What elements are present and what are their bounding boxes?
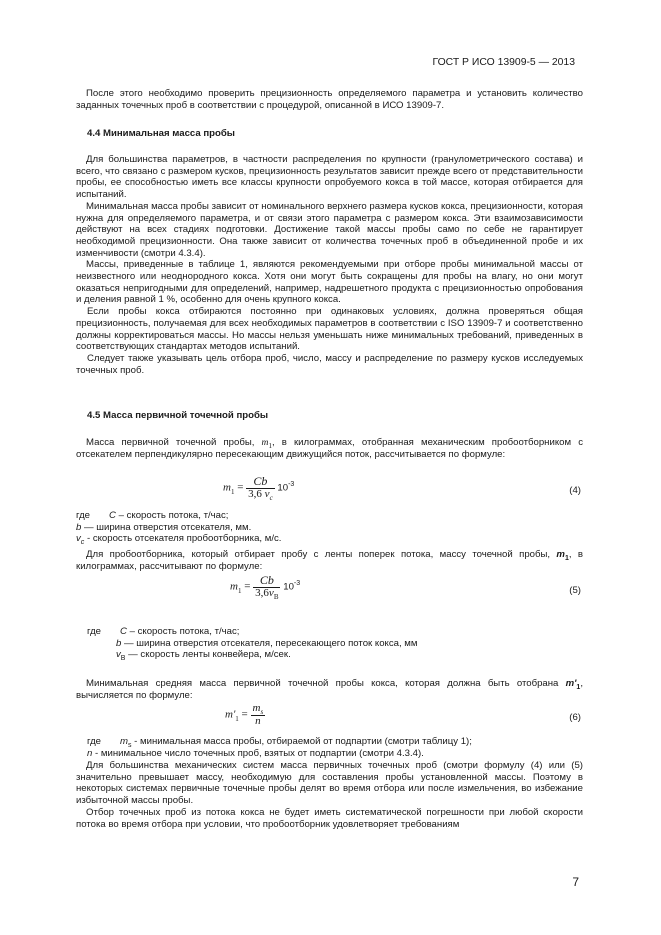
equation-5: $m_1$ = $\frac{Cb}{3,6v_B}$ $10^{-3}$ bbox=[230, 573, 301, 601]
where-item: b — ширина отверстия отсекателя, мм. bbox=[76, 521, 252, 533]
where-item: $v_B$ — скорость ленты конвейера, м/сек. bbox=[116, 649, 291, 663]
section-4-5-heading: 4.5 Масса первичной точечной пробы bbox=[87, 410, 269, 421]
paragraph: Масса первичной точечной пробы, $m_1$, в килограммах, отобранная механическим пробоотборником с отсекателем перпендикулярно пересекающим движущийся поток, рассчитывается по формуле: bbox=[76, 437, 583, 460]
where-list-6 bbox=[87, 736, 472, 759]
fraction: $\frac{m_s}{n}$ bbox=[252, 702, 264, 727]
equation-number: (6) bbox=[569, 712, 581, 723]
where-item: где C – скорость потока, т/час; bbox=[76, 510, 229, 521]
paragraph: Для пробоотборника, который отбирает пробу с ленты поперек потока, массу точечной пробы, $m_1$, в килограммах, рассчитывают по формуле: bbox=[76, 549, 583, 572]
paragraph: Отбор точечных проб из потока кокса не будет иметь систематической погрешности при любой скорости потока во время отбора при условии, что пробоотборник удовлетворяет требованиям bbox=[76, 806, 583, 830]
section-4-5-closing bbox=[76, 760, 583, 830]
fraction: $\frac{Cb}{3,6v_B}$ bbox=[255, 573, 279, 601]
paragraph: Следует также указывать цель отбора проб, число, массу и распределение по размеру кусков исследуемых точечных проб. bbox=[76, 352, 583, 376]
document-header: ГОСТ Р ИСО 13909-5 — 2013 bbox=[432, 57, 575, 68]
paragraph: Массы, приведенные в таблице 1, являются рекомендуемыми при отборе пробы минимальной массы от неизвестного или неоднородного кокса. Хотя они могут быть сокращены для пробы на влагу, но они могут оказаться непригодными для определений, например, надрешетного продукта с прецизионностью опробования и деления равной 1 %, особенно для очень крупного кокса. bbox=[76, 259, 583, 306]
paragraph: Минимальная средняя масса первичной точечной пробы кокса, которая должна быть отобрана $m'_1$, вычисляется по формуле: bbox=[76, 678, 583, 701]
where-list-5 bbox=[87, 626, 418, 661]
intro-paragraph: После этого необходимо проверить прецизионность определяемого параметра и установить количество заданных точечных проб в соответствии с процедурой, описанной в ИСО 13909-7. bbox=[76, 88, 583, 111]
paragraph: Минимальная масса пробы зависит от номинального верхнего размера кусков кокса, прецизионности, которая нужна для определяемого параметра, и от связи этого параметра с размером кокса. Эти взаимозависимости действуют на всех стадиях подготовки. Достижение такой массы пробы само по себе не гарантирует необходимой прецизионности. Она также зависит от количества точечных проб в объединенной пробе и их изменчивости (смотри 4.3.4). bbox=[76, 200, 583, 259]
where-item: $v_c$ - скорость отсекателя пробоотборника, м/с. bbox=[76, 533, 282, 547]
paragraph: Для большинства механических систем масса первичных точечных проб (смотри формулу (4) или (5) значительно превышает массу, необходимую для составления пробы установленной массы. Поэтому в некоторых системах первичные точечные пробы делят во время отбора или после измельчения, во избежание избыточной массы пробы. bbox=[76, 760, 583, 807]
equation-number: (4) bbox=[569, 485, 581, 496]
where-item: где $m_s$ - минимальная масса пробы, отбираемой от подпартии (смотри таблицу 1); bbox=[87, 736, 472, 749]
page-number: 7 bbox=[572, 875, 579, 889]
paragraph: Если пробы кокса отбираются постоянно при одинаковых условиях, должна проверяться общая прецизионность, получаемая для всех необходимых параметров в соответствии с ISO 13909-7 и соответственно должны корректироваться массы. Но массы нельзя уменьшать ниже минимальных требований, приведенных в соответствующих стандартах методов испытаний. bbox=[76, 306, 583, 353]
where-item: b — ширина отверстия отсекателя, пересекающего поток кокса, мм bbox=[116, 637, 418, 649]
paragraph: Для большинства параметров, в частности распределения по крупности (гранулометрического состава) и всего, что связано с размером кусков, прецизионность результатов зависит прежде всего от представительности пробы, ее способностью иметь все классы крупности опробуемого кокса в той массе, которая отбирается для испытаний. bbox=[76, 154, 583, 201]
equation-number: (5) bbox=[569, 585, 581, 596]
equation-6: $m'_1$ = $\frac{m_s}{n}$ bbox=[225, 702, 264, 727]
where-item: где C – скорость потока, т/час; bbox=[87, 626, 240, 637]
section-4-4-heading: 4.4 Минимальная масса пробы bbox=[87, 128, 236, 139]
where-list-4 bbox=[76, 510, 281, 545]
equation-4: $m_1$ = $\frac{Cb}{3,6 v_c}$ $10^{-3}$ bbox=[223, 474, 295, 502]
where-item: n - минимальное число точечных проб, взятых от подпартии (смотри 4.3.4). bbox=[87, 747, 424, 759]
section-4-4-body bbox=[76, 154, 583, 376]
fraction: $\frac{Cb}{3,6 v_c}$ bbox=[248, 474, 273, 502]
